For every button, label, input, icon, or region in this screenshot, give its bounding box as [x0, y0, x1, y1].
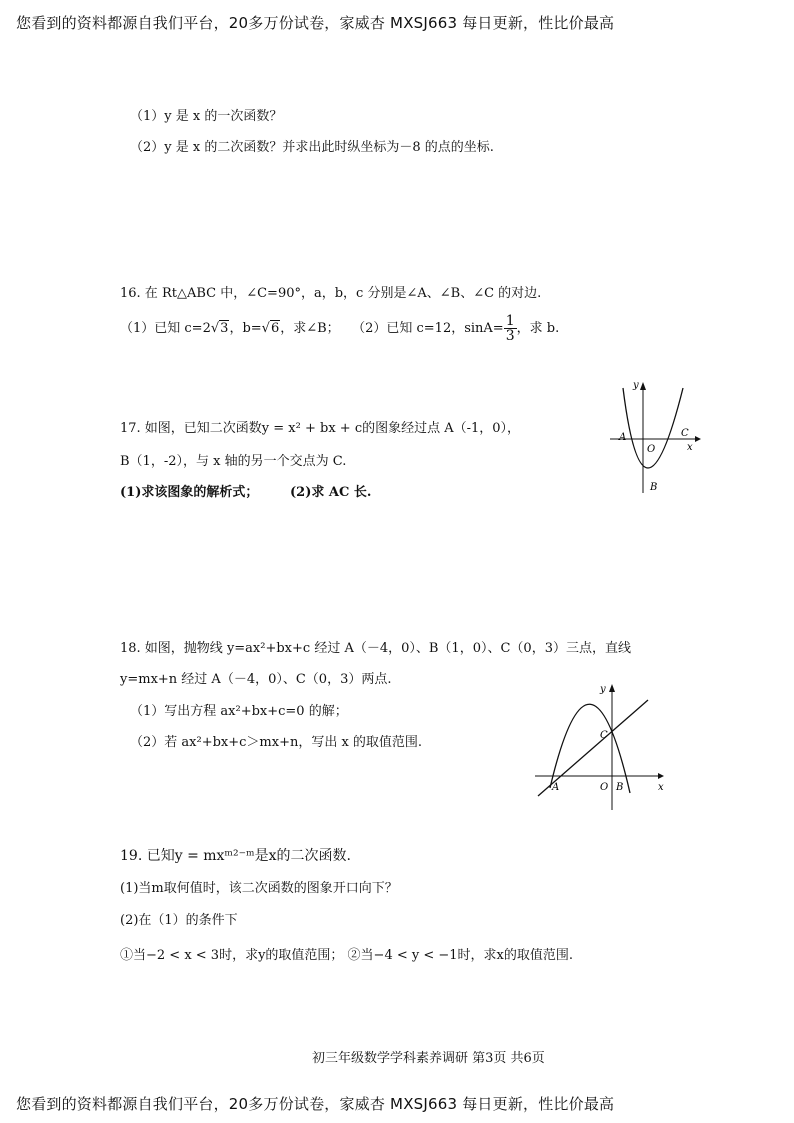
q16-sqrt2: 6 — [270, 321, 280, 336]
q19-sub: ①当−2 < x < 3时，求y的取值范围； ②当−4 < y < −1时，求x的取值范围. — [120, 948, 574, 963]
q16-sqrt1: 3 — [220, 321, 229, 336]
q18-label-C: C — [600, 730, 608, 741]
sqrt-sign: √ — [210, 321, 220, 336]
q15-part1: （1）y 是 x 的一次函数？ — [130, 109, 283, 124]
q16-part1-a: （1）已知 c=2 — [120, 321, 211, 336]
q17-graph — [605, 378, 705, 498]
q15-part2: （2）y 是 x 的二次函数？并求出此时纵坐标为－8 的点的坐标. — [130, 140, 494, 155]
q18-y-arrow — [609, 684, 615, 692]
q18-part1: （1）写出方程 ax²+bx+c=0 的解； — [130, 704, 348, 719]
fraction-numerator: 1 — [505, 313, 515, 329]
q19-part1: (1)当m取何值时，该二次函数的图象开口向下？ — [120, 881, 398, 896]
sqrt-sign: √ — [261, 321, 270, 336]
q18-stem1: 18. 如图，抛物线 y=ax²+bx+c 经过 A（－4，0）、B（1，0）、C（0，3）三点，直线 — [120, 641, 631, 656]
q18-x-arrow — [658, 773, 664, 779]
q16-part2-a: （2）已知 c=12，sinA= — [352, 321, 504, 336]
fraction-denominator: 3 — [505, 328, 515, 344]
q18-stem2: y=mx+n 经过 A（－4，0）、C（0，3）两点. — [120, 672, 392, 687]
q19-stem: 19. 已知y = mxᵐ²⁻ᵐ是x的二次函数. — [120, 848, 351, 864]
q18-parabola — [550, 704, 630, 793]
top-banner: 您看到的资料都源自我们平台，20多万份试卷，家威杏 MXSJ663 每日更新，性比价最高 — [16, 14, 615, 32]
q17-label-B: B — [650, 482, 658, 493]
q16-parts — [120, 314, 559, 343]
q18-label-B: B — [616, 782, 624, 793]
q17-x-arrow — [695, 436, 701, 442]
q16-part1-c: ，求∠B； — [280, 321, 340, 336]
q18-graph — [530, 678, 675, 813]
q16-fraction — [504, 314, 517, 343]
q18-label-x: x — [658, 782, 664, 793]
bottom-banner: 您看到的资料都源自我们平台，20多万份试卷，家威杏 MXSJ663 每日更新，性比价最高 — [16, 1095, 615, 1113]
q19-part2: (2)在（1）的条件下 — [120, 913, 238, 928]
q17-label-A: A — [619, 432, 627, 443]
q17-stem1: 17. 如图，已知二次函数y = x² + bx + c的图象经过点 A（-1，0）， — [120, 421, 521, 436]
q17-label-C: C — [681, 428, 689, 439]
q18-part2: （2）若 ax²+bx+c＞mx+n，写出 x 的取值范围. — [130, 735, 423, 750]
q17-part2: (2)求 AC 长. — [290, 485, 372, 500]
q16-part1-b: ，b= — [229, 321, 262, 336]
q17-y-arrow — [640, 382, 646, 390]
q18-label-O: O — [600, 782, 609, 793]
q16-part2-b: ，求 b. — [516, 321, 560, 336]
q17-stem2: B（1，-2），与 x 轴的另一个交点为 C. — [120, 454, 347, 469]
q18-label-A: A — [552, 782, 560, 793]
q17-label-y: y — [633, 380, 639, 391]
q17-parabola — [623, 388, 683, 468]
page-footer: 初三年级数学学科素养调研 第3页 共6页 — [312, 1051, 545, 1066]
q17-label-O: O — [647, 444, 656, 455]
q17-part1: (1)求该图象的解析式； — [120, 485, 259, 500]
q17-label-x: x — [687, 442, 693, 453]
q16-stem: 16. 在 Rt△ABC 中，∠C=90°，a，b，c 分别是∠A、∠B、∠C 的对边. — [120, 286, 542, 301]
q18-label-y: y — [600, 684, 606, 695]
